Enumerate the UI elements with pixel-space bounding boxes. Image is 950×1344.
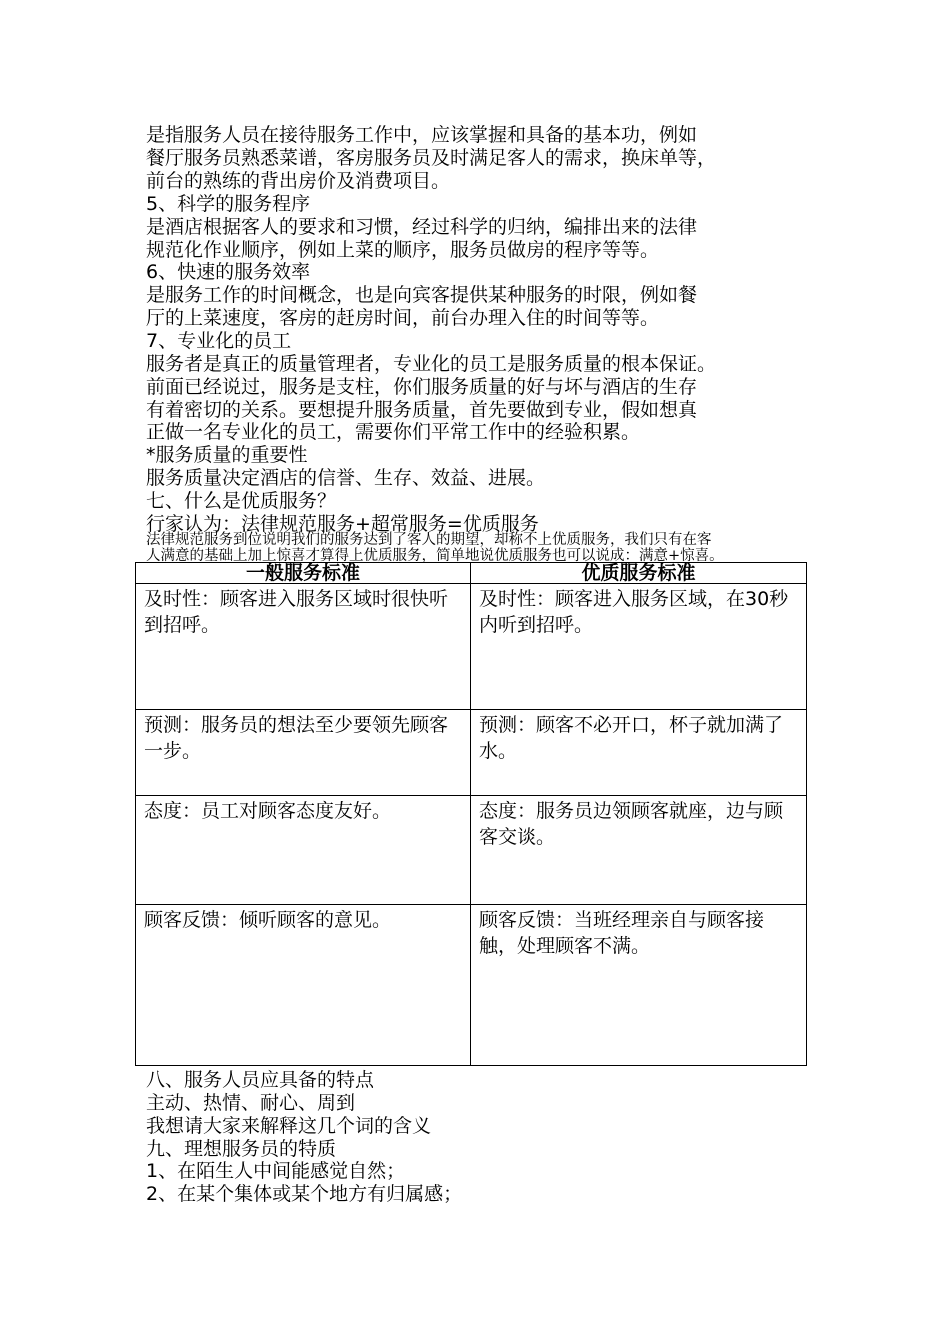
- section-heading: 九、理想服务员的特质: [146, 1138, 337, 1160]
- text-line: 规范化作业顺序，例如上菜的顺序，服务员做房的程序等等。: [146, 239, 660, 261]
- table-cell: [471, 710, 807, 796]
- table-header-row: [136, 563, 807, 584]
- table-cell: [471, 584, 807, 710]
- section-heading: 5、科学的服务程序: [146, 193, 311, 215]
- cell-text: 顾客反馈：当班经理亲自与顾客接触，处理顾客不满。: [479, 909, 765, 957]
- table-row: [136, 905, 807, 1066]
- table-row: [136, 796, 807, 905]
- text-line: 有着密切的关系。要想提升服务质量，首先要做到专业，假如想真: [146, 399, 698, 421]
- table-cell: [136, 796, 471, 905]
- cell-text: 及时性：顾客进入服务区域，在30秒内听到招呼。: [479, 588, 789, 636]
- table-cell: [136, 905, 471, 1066]
- note-line: 人满意的基础上加上惊喜才算得上优质服务，简单地说优质服务也可以说成：满意+惊喜。: [146, 548, 724, 564]
- table-cell: [471, 796, 807, 905]
- list-item: 1、在陌生人中间能感觉自然；: [146, 1160, 406, 1182]
- text-line: 服务者是真正的质量管理者，专业化的员工是服务质量的根本保证。: [146, 353, 717, 375]
- cell-text: 预测：顾客不必开口，杯子就加满了水。: [479, 714, 784, 762]
- table-cell: [136, 710, 471, 796]
- text-line: 厅的上菜速度，客房的赶房时间，前台办理入住的时间等等。: [146, 307, 660, 329]
- table-row: [136, 584, 807, 710]
- text-line: 前台的熟练的背出房价及消费项目。: [146, 170, 451, 192]
- section-heading: *服务质量的重要性: [146, 444, 308, 466]
- cell-text: 预测：服务员的想法至少要领先顾客一步。: [144, 714, 449, 762]
- cell-text: 态度：服务员边领顾客就座，边与顾客交谈。: [479, 800, 784, 848]
- text-line: 服务质量决定酒店的信誉、生存、效益、进展。: [146, 467, 546, 489]
- cell-text: 态度：员工对顾客态度友好。: [144, 800, 392, 822]
- table-cell: [471, 905, 807, 1066]
- note-line: 法律规范服务到位说明我们的服务达到了客人的期望，却称不上优质服务，我们只有在客: [146, 532, 712, 548]
- section-heading: 八、服务人员应具备的特点: [146, 1069, 375, 1091]
- list-item: 2、在某个集体或某个地方有归属感；: [146, 1183, 463, 1205]
- section-heading: 七、什么是优质服务？: [146, 490, 337, 512]
- service-standards-table: [135, 562, 807, 1066]
- table-cell: [136, 584, 471, 710]
- text-line: 餐厅服务员熟悉菜谱，客房服务员及时满足客人的需求，换床单等，: [146, 147, 717, 169]
- text-line: 我想请大家来解释这几个词的含义: [146, 1115, 432, 1137]
- text-line: 是服务工作的时间概念，也是向宾客提供某种服务的时限，例如餐: [146, 284, 698, 306]
- text-line: 正做一名专业化的员工，需要你们平常工作中的经验积累。: [146, 421, 641, 443]
- cell-text: 顾客反馈：倾听顾客的意见。: [144, 909, 392, 931]
- table-header-general: 一般服务标准: [136, 563, 471, 584]
- table-row: [136, 710, 807, 796]
- text-line: 是指服务人员在接待服务工作中，应该掌握和具备的基本功，例如: [146, 124, 698, 146]
- table-header-quality: 优质服务标准: [471, 563, 807, 584]
- text-line: 行家认为：法律规范服务+超常服务=优质服务: [146, 513, 539, 535]
- section-heading: 7、专业化的员工: [146, 330, 292, 352]
- text-line: 主动、热情、耐心、周到: [146, 1092, 356, 1114]
- text-line: 前面已经说过，服务是支柱，你们服务质量的好与坏与酒店的生存: [146, 376, 698, 398]
- text-line: 是酒店根据客人的要求和习惯，经过科学的归纳，编排出来的法律: [146, 216, 698, 238]
- cell-text: 及时性：顾客进入服务区域时很快听到招呼。: [144, 588, 449, 636]
- section-heading: 6、快速的服务效率: [146, 261, 311, 283]
